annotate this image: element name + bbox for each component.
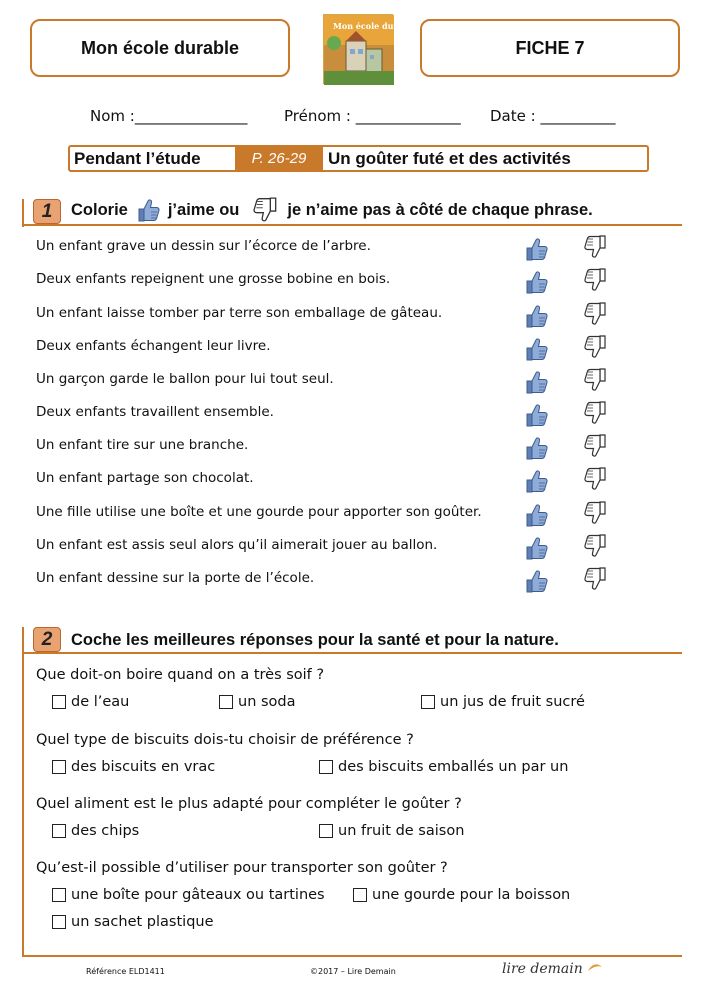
- section2-badge: 2: [33, 627, 61, 652]
- thumb-up-icon[interactable]: [524, 402, 548, 428]
- logo-swoosh-icon: [587, 961, 603, 975]
- footer-copyright: ©2017 – Lire Demain: [310, 967, 396, 976]
- answer-option[interactable]: [319, 823, 464, 839]
- thumb-down-icon[interactable]: [584, 334, 608, 360]
- header-sheet-box: [420, 19, 680, 77]
- thumb-up-icon[interactable]: [524, 568, 548, 594]
- thumb-up-icon[interactable]: [524, 336, 548, 362]
- header-title: Mon école durable: [80, 37, 240, 58]
- thumb-down-icon[interactable]: [584, 433, 608, 459]
- checkbox[interactable]: [421, 695, 435, 709]
- thumb-up-icon[interactable]: [524, 269, 548, 295]
- sentence-7: Un enfant tire sur une branche.: [36, 437, 249, 453]
- answer-option[interactable]: [52, 887, 325, 903]
- section2-instruction: Coche les meilleures réponses pour la santé et pour la nature.: [71, 630, 559, 649]
- answer-label: un soda: [238, 694, 296, 710]
- checkbox[interactable]: [219, 695, 233, 709]
- study-pages: P. 26-29: [235, 147, 323, 170]
- thumb-down-icon[interactable]: [584, 400, 608, 426]
- bottom-divider: [22, 955, 682, 957]
- answer-label: une gourde pour la boisson: [372, 887, 571, 903]
- thumb-down-icon: [253, 196, 279, 224]
- section1-instruction: Colorie j’aime ou je n’aime pas à côté de chaque phrase.: [71, 197, 593, 223]
- answer-label: un jus de fruit sucré: [440, 694, 585, 710]
- answer-option[interactable]: [219, 694, 296, 710]
- prenom-field[interactable]: Prénom : ______________: [284, 107, 461, 125]
- answer-option[interactable]: [319, 759, 568, 775]
- checkbox[interactable]: [52, 695, 66, 709]
- answer-label: un fruit de saison: [338, 823, 465, 839]
- thumb-down-icon[interactable]: [584, 367, 608, 393]
- sheet-number: FICHE 7: [515, 37, 585, 58]
- question-2: Quel type de biscuits dois-tu choisir de préférence ?: [36, 732, 414, 748]
- answer-option[interactable]: [52, 694, 129, 710]
- study-topic: Un goûter futé et des activités: [328, 148, 571, 168]
- sentence-6: Deux enfants travaillent ensemble.: [36, 404, 274, 420]
- checkbox[interactable]: [319, 760, 333, 774]
- section1-badge: 1: [33, 199, 61, 224]
- sentence-8: Un enfant partage son chocolat.: [36, 470, 254, 486]
- answer-option[interactable]: [421, 694, 585, 710]
- thumb-down-icon[interactable]: [584, 267, 608, 293]
- checkbox[interactable]: [52, 915, 66, 929]
- checkbox[interactable]: [353, 888, 367, 902]
- thumb-up-icon: [134, 197, 162, 223]
- thumb-down-icon[interactable]: [584, 301, 608, 327]
- section1-divider: [22, 224, 682, 226]
- thumb-up-icon[interactable]: [524, 468, 548, 494]
- cover-title: Mon école durable: [333, 21, 417, 31]
- answer-option[interactable]: [52, 914, 214, 930]
- thumb-down-icon[interactable]: [584, 533, 608, 559]
- sentence-5: Un garçon garde le ballon pour lui tout seul.: [36, 371, 334, 387]
- date-field[interactable]: Date : __________: [490, 107, 616, 125]
- thumb-down-icon[interactable]: [584, 566, 608, 592]
- checkbox[interactable]: [319, 824, 333, 838]
- checkbox[interactable]: [52, 760, 66, 774]
- question-4: Qu’est-il possible d’utiliser pour transporter son goûter ?: [36, 860, 448, 876]
- footer-reference: Référence ELD1411: [86, 967, 165, 976]
- thumb-up-icon[interactable]: [524, 236, 548, 262]
- study-label: Pendant l’étude: [74, 148, 201, 168]
- study-banner: [68, 145, 649, 172]
- answer-option[interactable]: [52, 759, 215, 775]
- checkbox[interactable]: [52, 888, 66, 902]
- publisher-logo: lire demain: [502, 961, 603, 977]
- sentence-11: Un enfant dessine sur la porte de l’école.: [36, 570, 315, 586]
- thumb-up-icon[interactable]: [524, 369, 548, 395]
- answer-label: des biscuits en vrac: [71, 759, 216, 775]
- nom-field[interactable]: Nom :_______________: [90, 107, 248, 125]
- answer-label: des biscuits emballés un par un: [338, 759, 569, 775]
- thumb-down-icon[interactable]: [584, 234, 608, 260]
- sentence-1: Un enfant grave un dessin sur l’écorce de l’arbre.: [36, 238, 371, 254]
- answer-label: un sachet plastique: [71, 914, 214, 930]
- answer-option[interactable]: [353, 887, 570, 903]
- thumb-down-icon[interactable]: [584, 500, 608, 526]
- answer-option[interactable]: [52, 823, 139, 839]
- answer-label: de l’eau: [71, 694, 130, 710]
- book-cover-image: [323, 14, 417, 84]
- sentence-9: Une fille utilise une boîte et une gourde pour apporter son goûter.: [36, 504, 482, 520]
- answer-label: des chips: [71, 823, 140, 839]
- thumb-down-icon[interactable]: [584, 466, 608, 492]
- thumb-up-icon[interactable]: [524, 535, 548, 561]
- sentence-4: Deux enfants échangent leur livre.: [36, 338, 271, 354]
- section1-left-border: [22, 199, 24, 227]
- sentence-3: Un enfant laisse tomber par terre son emballage de gâteau.: [36, 305, 443, 321]
- section2-left-border: [22, 627, 24, 957]
- thumb-up-icon[interactable]: [524, 435, 548, 461]
- answer-label: une boîte pour gâteaux ou tartines: [71, 887, 325, 903]
- header-title-box: [30, 19, 290, 77]
- question-3: Quel aliment est le plus adapté pour compléter le goûter ?: [36, 796, 462, 812]
- sentence-10: Un enfant est assis seul alors qu’il aimerait jouer au ballon.: [36, 537, 438, 553]
- checkbox[interactable]: [52, 824, 66, 838]
- sentence-2: Deux enfants repeignent une grosse bobine en bois.: [36, 271, 391, 287]
- question-1: Que doit-on boire quand on a très soif ?: [36, 667, 325, 683]
- thumb-up-icon[interactable]: [524, 502, 548, 528]
- thumb-up-icon[interactable]: [524, 303, 548, 329]
